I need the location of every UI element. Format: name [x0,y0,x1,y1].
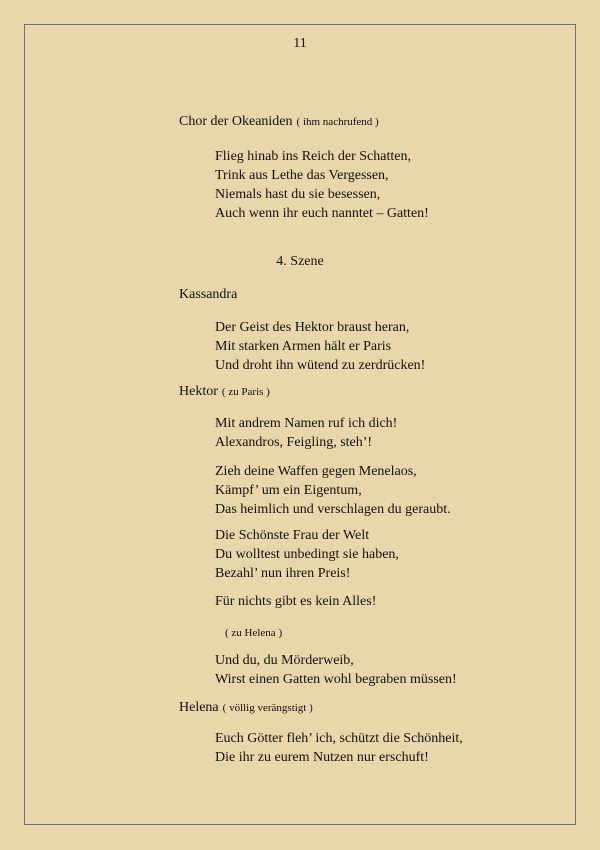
speaker-helena [179,700,313,716]
verse-line: Alexandros, Feigling, steh’! [215,435,373,450]
stage-direction-helena: ( zu Helena ) [225,627,283,639]
verse-hektor-1 [215,414,397,452]
verse-hektor-2 [215,462,451,519]
verse-line: Und du, du Mörderweib, [215,653,354,668]
verse-line: Bezahl’ nun ihren Preis! [215,566,351,581]
verse-kassandra [215,318,425,375]
verse-hektor-5 [215,651,457,689]
verse-chor [215,147,429,223]
verse-line: Und droht ihn wütend zu zerdrücken! [215,358,426,373]
speaker-name: Hektor [179,384,218,399]
verse-line: Wirst einen Gatten wohl begraben müssen! [215,672,457,687]
verse-hektor-4 [215,592,376,611]
stage-direction: ( völlig verängstigt ) [222,702,313,714]
verse-line: Auch wenn ihr euch nanntet – Gatten! [215,206,429,221]
verse-line: Die ihr zu eurem Nutzen nur erschuft! [215,750,429,765]
stage-direction: ( ihm nachrufend ) [296,116,379,128]
speaker-hektor [179,384,270,400]
verse-line: Zieh deine Waffen gegen Menelaos, [215,464,417,479]
verse-line: Die Schönste Frau der Welt [215,528,370,543]
verse-line: Der Geist des Hektor braust heran, [215,320,410,335]
verse-line: Euch Götter fleh’ ich, schützt die Schönheit, [215,731,463,746]
verse-hektor-3 [215,526,399,583]
verse-line: Niemals hast du sie besessen, [215,187,381,202]
verse-line: Du wolltest unbedingt sie haben, [215,547,399,562]
verse-line: Das heimlich und verschlagen du geraubt. [215,502,451,517]
verse-line: Flieg hinab ins Reich der Schatten, [215,149,411,164]
speaker-name: Chor der Okeaniden [179,114,293,129]
speaker-kassandra [179,287,237,303]
verse-line: Für nichts gibt es kein Alles! [215,594,377,609]
stage-direction: ( zu Paris ) [221,386,270,398]
verse-helena [215,729,463,767]
speaker-name: Helena [179,700,219,715]
verse-line: Mit andrem Namen ruf ich dich! [215,416,398,431]
verse-line: Mit starken Armen hält er Paris [215,339,392,354]
verse-line: Trink aus Lethe das Vergessen, [215,168,389,183]
speaker-name: Kassandra [179,287,238,302]
scene-title: 4. Szene [276,254,324,269]
page-number: 11 [293,36,307,51]
speaker-chor [179,114,379,130]
verse-line: Kämpf’ um ein Eigentum, [215,483,362,498]
